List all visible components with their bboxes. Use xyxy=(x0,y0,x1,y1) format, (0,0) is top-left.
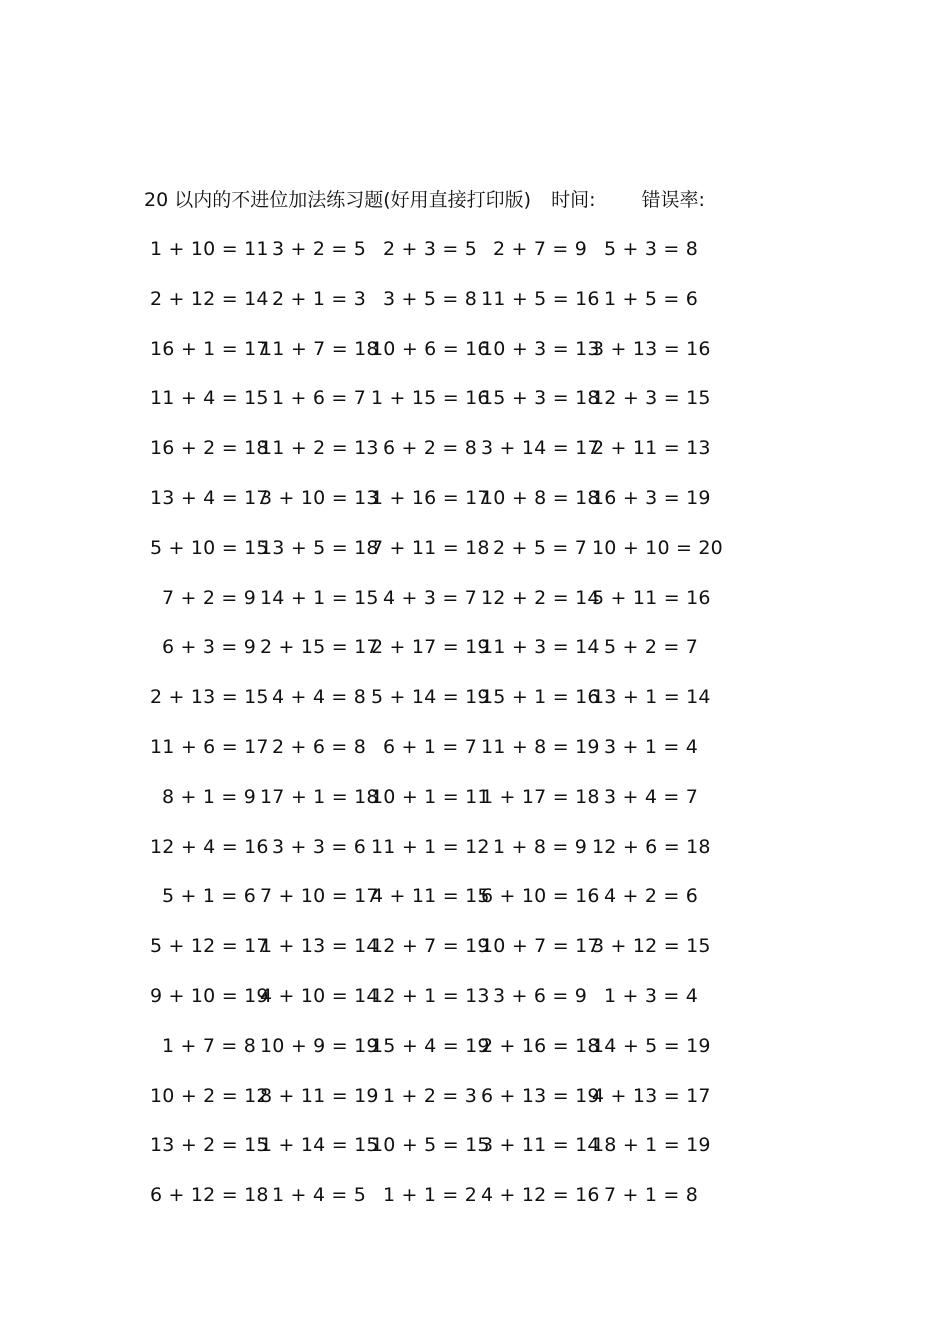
problem-item: 1 + 5 = 6 xyxy=(604,287,699,310)
problem-item: 5 + 2 = 7 xyxy=(604,636,699,659)
problem-item: 7 + 11 = 18 xyxy=(371,536,490,559)
problem-item: 6 + 2 = 8 xyxy=(383,437,478,460)
problem-item: 18 + 1 = 19 xyxy=(592,1134,711,1157)
problem-item: 2 + 3 = 5 xyxy=(383,238,478,260)
problem-item: 11 + 6 = 17 xyxy=(150,735,269,758)
worksheet-title: 20 以内的不进位加法练习题(好用直接打印版) xyxy=(144,189,532,211)
problem-item: 1 + 16 = 17 xyxy=(371,486,490,509)
problem-item: 10 + 8 = 18 xyxy=(481,486,600,509)
problem-item: 4 + 13 = 17 xyxy=(592,1084,711,1107)
problem-item: 1 + 4 = 5 xyxy=(272,1184,367,1207)
error-rate-label: 错误率: xyxy=(641,189,705,211)
problem-item: 5 + 11 = 16 xyxy=(592,586,711,609)
problem-item: 2 + 7 = 9 xyxy=(493,238,588,260)
problem-item: 2 + 5 = 7 xyxy=(493,536,588,559)
problem-item: 1 + 2 = 3 xyxy=(383,1084,478,1107)
problem-item: 1 + 1 = 2 xyxy=(383,1184,478,1207)
problem-item: 13 + 2 = 15 xyxy=(150,1134,269,1157)
problem-item: 2 + 16 = 18 xyxy=(481,1034,600,1057)
problem-item: 10 + 2 = 12 xyxy=(150,1084,269,1107)
problem-item: 17 + 1 = 18 xyxy=(260,785,379,808)
problem-item: 11 + 1 = 12 xyxy=(371,835,490,858)
problem-item: 12 + 1 = 13 xyxy=(371,984,490,1007)
problem-item: 6 + 3 = 9 xyxy=(162,636,257,659)
problem-item: 4 + 11 = 15 xyxy=(371,885,490,908)
problem-item: 12 + 2 = 14 xyxy=(481,586,600,609)
problem-item: 6 + 1 = 7 xyxy=(383,735,478,758)
problem-item: 3 + 12 = 15 xyxy=(592,935,711,958)
problem-item: 11 + 7 = 18 xyxy=(260,337,379,360)
problem-item: 7 + 2 = 9 xyxy=(162,586,257,609)
problem-item: 12 + 4 = 16 xyxy=(150,835,269,858)
problem-item: 13 + 4 = 17 xyxy=(150,486,269,509)
problem-item: 11 + 3 = 14 xyxy=(481,636,600,659)
problem-item: 1 + 3 = 4 xyxy=(604,984,699,1007)
problem-item: 4 + 4 = 8 xyxy=(272,686,367,709)
problem-item: 2 + 1 = 3 xyxy=(272,287,367,310)
problem-item: 8 + 11 = 19 xyxy=(260,1084,379,1107)
problem-item: 3 + 13 = 16 xyxy=(592,337,711,360)
problem-item: 3 + 14 = 17 xyxy=(481,437,600,460)
problem-item: 6 + 10 = 16 xyxy=(481,885,600,908)
problem-item: 1 + 17 = 18 xyxy=(481,785,600,808)
problem-item: 5 + 3 = 8 xyxy=(604,238,699,260)
problem-item: 5 + 10 = 15 xyxy=(150,536,269,559)
problem-item: 12 + 6 = 18 xyxy=(592,835,711,858)
problem-item: 11 + 4 = 15 xyxy=(150,387,269,410)
problem-item: 2 + 11 = 13 xyxy=(592,437,711,460)
problem-item: 15 + 4 = 19 xyxy=(371,1034,490,1057)
problem-item: 4 + 12 = 16 xyxy=(481,1184,600,1207)
problem-item: 10 + 10 = 20 xyxy=(592,536,723,559)
problem-item: 4 + 3 = 7 xyxy=(383,586,478,609)
problem-item: 16 + 1 = 17 xyxy=(150,337,269,360)
problem-item: 14 + 1 = 15 xyxy=(260,586,379,609)
problem-item: 2 + 13 = 15 xyxy=(150,686,269,709)
problem-item: 12 + 7 = 19 xyxy=(371,935,490,958)
problem-item: 3 + 2 = 5 xyxy=(272,238,367,260)
problem-item: 1 + 10 = 11 xyxy=(150,238,269,260)
problem-item: 3 + 5 = 8 xyxy=(383,287,478,310)
problem-item: 5 + 12 = 17 xyxy=(150,935,269,958)
problem-item: 11 + 8 = 19 xyxy=(481,735,600,758)
problem-item: 1 + 15 = 16 xyxy=(371,387,490,410)
problem-item: 16 + 2 = 18 xyxy=(150,437,269,460)
problem-item: 2 + 6 = 8 xyxy=(272,735,367,758)
problem-item: 12 + 3 = 15 xyxy=(592,387,711,410)
problem-item: 10 + 9 = 19 xyxy=(260,1034,379,1057)
time-label: 时间: xyxy=(551,189,596,211)
problem-item: 3 + 1 = 4 xyxy=(604,735,699,758)
problem-item: 13 + 1 = 14 xyxy=(592,686,711,709)
problem-item: 3 + 10 = 13 xyxy=(260,486,379,509)
problem-item: 11 + 2 = 13 xyxy=(260,437,379,460)
problem-item: 15 + 1 = 16 xyxy=(481,686,600,709)
problem-item: 2 + 17 = 19 xyxy=(371,636,490,659)
problem-item: 3 + 4 = 7 xyxy=(604,785,699,808)
problem-item: 9 + 10 = 19 xyxy=(150,984,269,1007)
problem-item: 1 + 14 = 15 xyxy=(260,1134,379,1157)
problem-item: 5 + 1 = 6 xyxy=(162,885,257,908)
problem-item: 1 + 8 = 9 xyxy=(493,835,588,858)
problem-item: 14 + 5 = 19 xyxy=(592,1034,711,1057)
problem-item: 4 + 10 = 14 xyxy=(260,984,379,1007)
problem-item: 11 + 5 = 16 xyxy=(481,287,600,310)
problem-item: 7 + 1 = 8 xyxy=(604,1184,699,1207)
problem-item: 5 + 14 = 19 xyxy=(371,686,490,709)
problem-item: 10 + 6 = 16 xyxy=(371,337,490,360)
problem-item: 1 + 6 = 7 xyxy=(272,387,367,410)
problem-item: 13 + 5 = 18 xyxy=(260,536,379,559)
problem-item: 6 + 13 = 19 xyxy=(481,1084,600,1107)
problem-item: 15 + 3 = 18 xyxy=(481,387,600,410)
problem-item: 2 + 12 = 14 xyxy=(150,287,269,310)
problem-item: 7 + 10 = 17 xyxy=(260,885,379,908)
problem-item: 3 + 6 = 9 xyxy=(493,984,588,1007)
problem-item: 2 + 15 = 17 xyxy=(260,636,379,659)
problem-item: 3 + 3 = 6 xyxy=(272,835,367,858)
problem-item: 10 + 1 = 11 xyxy=(371,785,490,808)
problem-item: 10 + 5 = 15 xyxy=(371,1134,490,1157)
problem-item: 4 + 2 = 6 xyxy=(604,885,699,908)
problem-item: 10 + 3 = 13 xyxy=(481,337,600,360)
problem-item: 10 + 7 = 17 xyxy=(481,935,600,958)
problem-item: 1 + 13 = 14 xyxy=(260,935,379,958)
worksheet-header xyxy=(144,185,705,215)
problem-item: 6 + 12 = 18 xyxy=(150,1184,269,1207)
problem-item: 1 + 7 = 8 xyxy=(162,1034,257,1057)
problem-item: 16 + 3 = 19 xyxy=(592,486,711,509)
problem-item: 8 + 1 = 9 xyxy=(162,785,257,808)
problem-item: 3 + 11 = 14 xyxy=(481,1134,600,1157)
